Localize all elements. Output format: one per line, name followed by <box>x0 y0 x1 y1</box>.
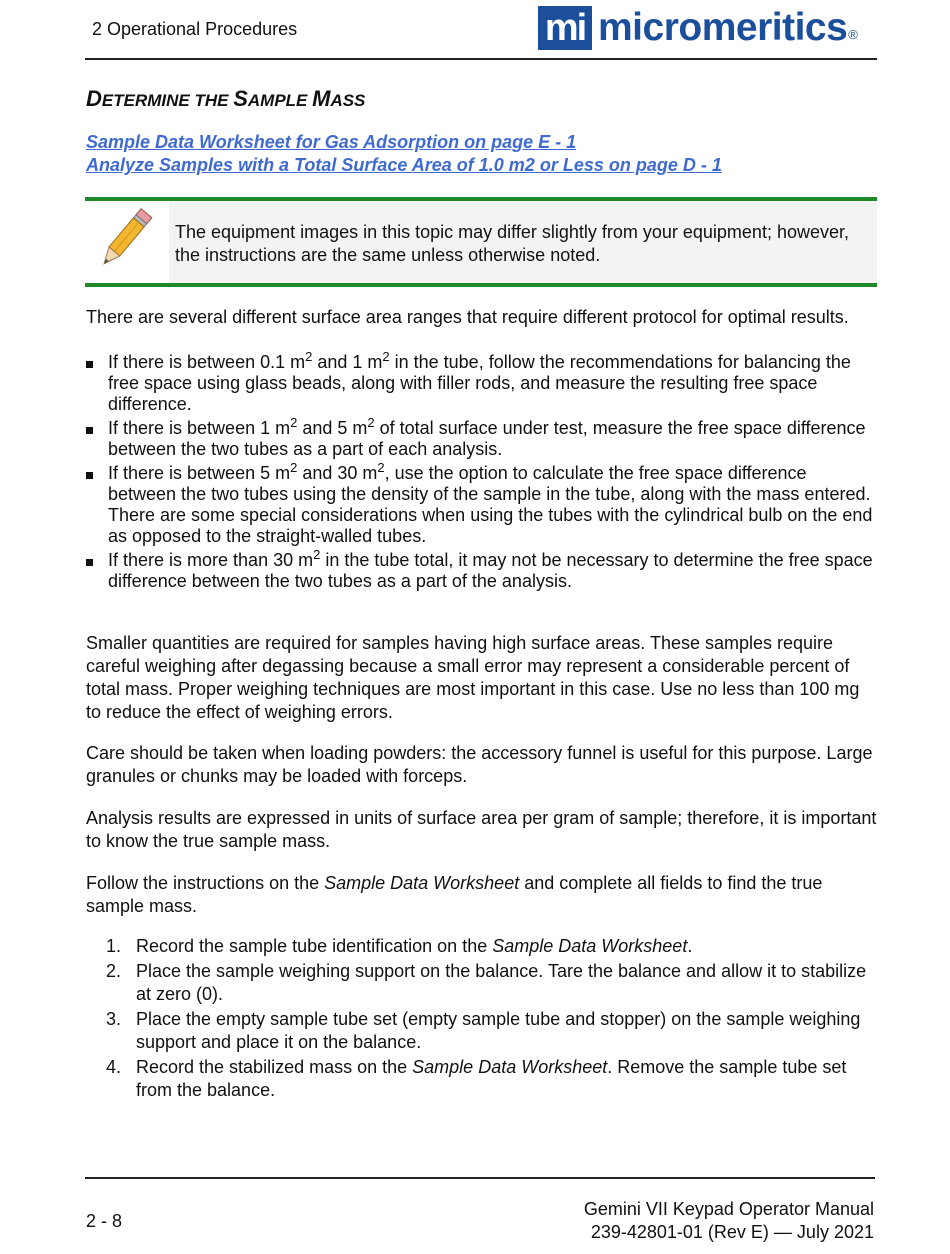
document-id: 239-42801-01 (Rev E) — July 2021 <box>590 1222 874 1242</box>
header-section-title: 2 Operational Procedures <box>92 19 298 39</box>
note-text: The equipment images in this topic may differ slightly from your equipment; however, the instructions are the same unless otherwise noted. <box>175 222 849 265</box>
note-callout <box>85 197 877 287</box>
header-divider <box>85 58 877 60</box>
paragraph-small-quantities: Smaller quantities are required for samples having high surface areas. These samples require careful weighing after degassing because a small error may represent a considerable percent of total mass. Proper weighing techniques are most important in this case. Use no less than 100 mg to reduce the effect of weighing errors. <box>86 633 860 722</box>
paragraph-analysis-results: Analysis results are expressed in units of surface area per gram of sample; therefore, it is important to know the true sample mass. <box>86 808 877 851</box>
manual-title: Gemini VII Keypad Operator Manual <box>583 1199 874 1219</box>
bullet-square-icon <box>86 361 93 368</box>
micromeritics-logo <box>538 6 858 50</box>
list-item: If there is more than 30 $m^2$ in the tube total, it may not be necessary to determine the free space difference between the two tubes as a part of the analysis. <box>86 550 878 592</box>
related-links <box>86 131 722 177</box>
logo-text: micromeritics <box>598 6 848 49</box>
link-analyze-samples[interactable]: Analyze Samples with a Total Surface Area of 1.0 m2 or Less on page D - 1 <box>86 155 722 175</box>
logo-registered: ® <box>848 26 858 42</box>
link-sample-data-worksheet[interactable]: Sample Data Worksheet for Gas Adsorption on page E - 1 <box>86 132 577 152</box>
paragraph-follow-instructions: Follow the instructions on the Sample Data Worksheet and complete all fields to find the true sample mass. <box>86 873 823 916</box>
bullet-square-icon <box>86 559 93 566</box>
page-number: 2 - 8 <box>86 1211 123 1231</box>
section-heading: DETERMINE THE SAMPLE MASS <box>86 86 366 111</box>
list-item: 4. Record the stabilized mass on the Sample Data Worksheet. Remove the sample tube set from the balance. <box>106 1057 847 1100</box>
footer-divider <box>85 1177 875 1179</box>
list-item: If there is between 5 $m^2$ and 30 $m^2$, use the option to calculate the free space difference between the two tubes using the density of the sample in the tube, along with the mass entered. There are some special considerations when using the tubes with the cylindrical bulb on the end as opposed to the straight-walled tubes. <box>86 463 878 547</box>
pencil-icon <box>89 203 159 277</box>
footer-manual-info <box>584 1198 874 1244</box>
surface-area-ranges-list <box>86 349 878 595</box>
bullet-square-icon <box>86 427 93 434</box>
list-item: 1. Record the sample tube identification on the Sample Data Worksheet. <box>106 936 693 956</box>
intro-paragraph: There are several different surface area ranges that require different protocol for optimal results. <box>86 307 849 327</box>
procedure-steps <box>106 935 878 1104</box>
paragraph-loading-powders: Care should be taken when loading powders: the accessory funnel is useful for this purpose. Large granules or chunks may be loaded with forceps. <box>86 743 873 786</box>
list-item: 2. Place the sample weighing support on the balance. Tare the balance and allow it to stabilize at zero (0). <box>106 961 867 1004</box>
bullet-square-icon <box>86 472 93 479</box>
list-item: If there is between 1 $m^2$ and 5 $m^2$ of total surface under test, measure the free space difference between the two tubes as a part of each analysis. <box>86 418 878 460</box>
list-item: 3. Place the empty sample tube set (empty sample tube and stopper) on the sample weighing support and place it on the balance. <box>106 1009 861 1052</box>
logo-mark: mi <box>538 6 592 50</box>
list-item: If there is between 0.1 $m^2$ and 1 $m^2$ in the tube, follow the recommendations for balancing the free space using glass beads, along with filler rods, and measure the resulting free space difference. <box>86 352 878 415</box>
